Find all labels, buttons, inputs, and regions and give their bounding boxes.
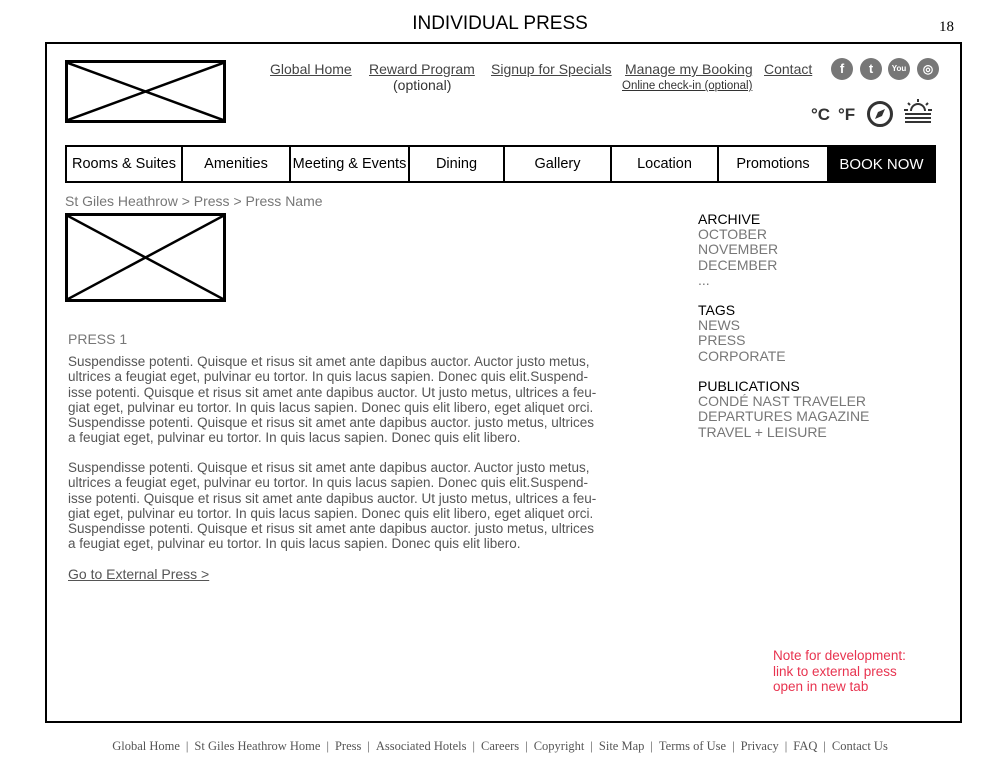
press-title: PRESS 1 (68, 331, 128, 347)
book-now-button[interactable]: BOOK NOW (829, 147, 934, 181)
development-note (773, 648, 906, 695)
archive-item[interactable]: ... (698, 271, 710, 288)
nav-promotions[interactable]: Promotions (719, 147, 829, 181)
footer-privacy[interactable]: Privacy (740, 739, 779, 753)
footer-links: Global Home | St Giles Heathrow Home | Press | Associated Hotels | Careers | Copyright | Site Map | Terms of Use | Privacy | FAQ | Contact Us (112, 739, 888, 753)
page-number: 18 (939, 19, 954, 35)
logo-placeholder[interactable] (65, 60, 226, 123)
text-line: Suspendisse potenti. Quisque et risus sit amet ante dapibus auctor. Auctor justo metus, (68, 460, 590, 475)
footer-careers[interactable]: Careers (481, 739, 520, 753)
text-line: Suspendisse potenti. Quisque et risus sit amet ante dapibus auctor. Auctor justo metus, (68, 354, 590, 369)
online-checkin-link[interactable]: Online check-in (optional) (622, 80, 753, 92)
text-line: isse potenti. Quisque et risus sit amet ante dapibus auctor. Ut justo metus, ultrices a feu- (68, 384, 597, 400)
footer-associated-hotels[interactable]: Associated Hotels (375, 739, 467, 753)
archive-heading: ARCHIVE (698, 211, 761, 227)
page-title: INDIVIDUAL PRESS (412, 13, 588, 34)
facebook-icon[interactable]: f (831, 58, 853, 80)
publication-item[interactable]: DEPARTURES MAGAZINE (698, 408, 870, 425)
text-line: Suspendisse potenti. Quisque et risus sit amet ante dapibus auctor. justo metus, ultrices (68, 415, 595, 431)
tag-item[interactable]: PRESS (698, 332, 746, 349)
article-paragraph (68, 460, 628, 552)
archive-item[interactable]: OCTOBER (698, 226, 767, 242)
publications-heading: PUBLICATIONS (698, 378, 800, 394)
tag-item[interactable]: CORPORATE (698, 347, 786, 364)
manage-booking-link[interactable]: Manage my Booking (625, 61, 753, 77)
sidebar-archive (698, 211, 778, 288)
sidebar-publications (698, 378, 869, 440)
text-line: isse potenti. Quisque et risus sit amet ante dapibus auctor. Ut justo metus, ultrices a feu- (68, 490, 597, 506)
publication-item[interactable]: TRAVEL + LEISURE (698, 423, 827, 440)
tumblr-icon[interactable]: t (860, 58, 882, 80)
footer-contact-us[interactable]: Contact Us (831, 739, 888, 753)
text-line: giat eget, pulvinar eu tortor. In quis lacus sapien. Donec quis elit libero, eget aliquet orci. (68, 505, 594, 521)
breadcrumb[interactable]: St Giles Heathrow > Press > Press Name (65, 193, 323, 209)
text-line: ultrices a feugiat eget, pulvinar eu tortor. In quis lacus sapien. Donec quis elit.Suspend- (68, 475, 589, 491)
global-home-link[interactable]: Global Home (270, 61, 352, 77)
youtube-icon[interactable]: You (888, 58, 910, 80)
tags-heading: TAGS (698, 302, 736, 318)
nav-rooms-suites[interactable]: Rooms & Suites (67, 147, 183, 181)
press-image-placeholder (65, 213, 226, 302)
sidebar-tags (698, 302, 786, 364)
external-press-link[interactable]: Go to External Press > (68, 566, 210, 582)
nav-dining[interactable]: Dining (410, 147, 505, 181)
instagram-icon[interactable]: ◎ (917, 58, 939, 80)
nav-location[interactable]: Location (612, 147, 719, 181)
text-line: Suspendisse potenti. Quisque et risus sit amet ante dapibus auctor. justo metus, ultrices (68, 521, 595, 537)
main-navigation (65, 145, 936, 183)
nav-amenities[interactable]: Amenities (183, 147, 291, 181)
reward-program-link[interactable]: Reward Program (369, 61, 475, 77)
note-line: open in new tab (773, 679, 869, 694)
footer-terms[interactable]: Terms of Use (658, 739, 727, 753)
reward-program-note: (optional) (393, 77, 452, 93)
nav-gallery[interactable]: Gallery (505, 147, 612, 181)
nav-meeting-events[interactable]: Meeting & Events (291, 147, 410, 181)
compass-icon[interactable] (866, 100, 894, 128)
contact-link[interactable]: Contact (764, 61, 813, 77)
footer-copyright[interactable]: Copyright (533, 739, 585, 753)
fahrenheit-toggle[interactable]: °F (838, 105, 856, 124)
text-line: a feugiat eget, pulvinar eu tortor. In quis lacus sapien. Donec quis elit libero. (68, 430, 521, 446)
footer-st-giles-home[interactable]: St Giles Heathrow Home (194, 739, 321, 753)
note-line: link to external press (773, 663, 897, 679)
text-line: a feugiat eget, pulvinar eu tortor. In quis lacus sapien. Donec quis elit libero. (68, 536, 521, 552)
publication-item[interactable]: CONDÉ NAST TRAVELER (698, 393, 867, 409)
archive-item[interactable]: NOVEMBER (698, 241, 779, 258)
footer-press[interactable]: Press (334, 739, 362, 753)
footer-global-home[interactable]: Global Home (112, 739, 180, 753)
sunrise-weather-icon (903, 98, 933, 126)
text-line: ultrices a feugiat eget, pulvinar eu tortor. In quis lacus sapien. Donec quis elit.Suspend- (68, 369, 589, 385)
signup-specials-link[interactable]: Signup for Specials (491, 61, 612, 77)
text-line: giat eget, pulvinar eu tortor. In quis lacus sapien. Donec quis elit libero, eget aliquet orci. (68, 399, 594, 415)
footer-site-map[interactable]: Site Map (598, 739, 645, 753)
note-line: Note for development: (773, 648, 906, 663)
article-paragraph (68, 354, 628, 446)
celsius-toggle[interactable]: °C (811, 105, 831, 124)
tag-item[interactable]: NEWS (698, 317, 740, 333)
footer-faq[interactable]: FAQ (793, 739, 818, 753)
archive-item[interactable]: DECEMBER (698, 256, 778, 273)
